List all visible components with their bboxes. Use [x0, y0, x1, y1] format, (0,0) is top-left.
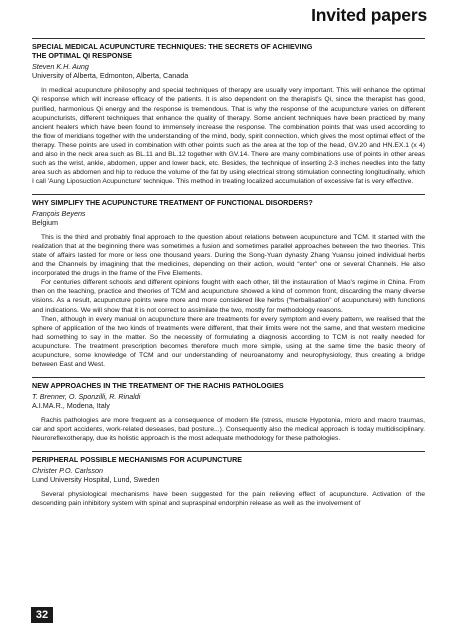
section-divider: [32, 377, 425, 378]
abstract-affiliation: Lund University Hospital, Lund, Sweden: [32, 475, 160, 485]
abstract-affiliation: University of Alberta, Edmonton, Alberta, Canada: [32, 71, 189, 81]
abstract-author: Christer P.O. Carlsson: [32, 466, 103, 476]
abstract-title: [32, 455, 425, 464]
abstract-body: [32, 233, 425, 369]
abstract: [32, 38, 425, 186]
abstract-author: T. Brenner, O. Sponzilli, R. Rinaldi: [32, 392, 141, 402]
page-number: 32: [31, 607, 53, 623]
section-divider: [32, 451, 425, 452]
abstract-title-line: WHY SIMPLIFY THE ACUPUNCTURE TREATMENT OF FUNCTIONAL DISORDERS?: [32, 197, 313, 207]
abstract-paragraph: This is the third and probably final approach to the question about relations between acupuncture and TCM. It started with the realization that at the beginning there was sometimes a fusion and sometimes parallel approaches between the two theories. This state of affairs lasted for more or less one thousand years. During the Song-Yuan dynasty Zhang Yuansu joined individual herbs and the Channels by imagining that the medicines, depending on their action, would “enter” one or several Channels. He also incorporated the drugs in the frame of the Five Elements.: [32, 234, 425, 278]
abstract: [32, 451, 425, 508]
abstract-title-line: PERIPHERAL POSSIBLE MECHANISMS FOR ACUPUNCTURE: [32, 455, 243, 465]
abstracts-column: [32, 38, 425, 508]
abstract: [32, 194, 425, 369]
abstract-paragraph: Several physiological mechanisms have been suggested for the pain relieving effect of acupuncture. Activation of the descending pain inhibitory system with spinal and supraspinal endorphin release as well as the involvement of: [32, 491, 425, 508]
abstract-paragraph: Then, although in every manual on acupuncture there are treatments for every symptom and every pattern, we realised that the sphere of application of the two kinds of treatments were different, that their limits were not the same, and that western medicine had something to say in the matter. So the necessity of formulating a diagnosis according to TCM is not really needed for acupuncture. The treatment prescription becomes therefore much more simple, using at the same time the basic theory of acupuncture, some knowledge of TCM and our understanding of neuroanatomy and neurophysiology, thus creating a bridge between East and West.: [32, 315, 425, 368]
section-divider: [32, 194, 425, 195]
abstract-paragraph: Rachis pathologies are more frequent as a consequence of modern life (stress, muscle Hypotonia, micro and macro traumas, car and sport accidents, work-related deseases, bad posture...). Consequently also the medical approach is today multidisciplinary. Neuroreflexotherapy, due its holistic approach is the most adequate methodology for these pathologies.: [32, 417, 425, 443]
abstract-body: [32, 490, 425, 508]
abstract-paragraph: In medical acupuncture philosophy and special techniques of therapy are usually very important. This will enhance the optimal Qi response which will increase efficacy of the patients. It is also dependent on the therapist's Qi, since the therapist has good, purified, harmonious Qi energy and the response is tremendous. That is why the response of the acupuncture varies on different acupuncturists, different techniques that enhance the quality of therapy. Some ancient techniques have been practiced by many ancient healers which have been found to immensely increase the response. The combination points that was used according to the flow of meridians together with the understanding of the mind, body, spirit connection, which gives the most optimal effect of the therapy. These points are used in combination with other points such as the area at the top of the head, GV.20 and HN.EX.1 (x 4) and also in the neck area such as BL.11 and BL.12 together with GV.14. There are many combinations use of points in other areas such as the wrist, ankle, abdomen, upper and lower back, etc. Besides, the technique of inserting 2-3 inches needles into the fatty area such as abdomen and hip to reduce the volume of the fat by using electrical strong stimulation connecting longitudinally, which I call 'Aung Liposuction Acupuncture' technique. This method in treating localized accumulation of excessive fat is very effective.: [32, 87, 425, 185]
abstract-body: [32, 86, 425, 186]
abstract-title: [32, 381, 425, 390]
abstract-author: François Beyens: [32, 209, 86, 219]
abstract-title: [32, 42, 425, 60]
abstract-paragraph: For centuries different schools and different opinions fought with each other, till the instauration of Mao's regime in China. From then on the teaching, practice and theories of TCM and acupuncture showed a kind of common front, discarding the many diverse visions. As a result, acupuncture points were more and more considered like herbs (“herbalisation” of acupuncture) with functions and indications. We will show that it is not correct to assimilate the two, mostly for methodology reasons.: [32, 279, 425, 314]
section-divider: [32, 38, 425, 39]
abstract-author: Steven K.H. Aung: [32, 62, 89, 72]
header-title: Invited papers: [311, 5, 427, 25]
abstract-affiliation: A.I.MA.R., Modena, Italy: [32, 401, 110, 411]
abstract-title-line: NEW APPROACHES IN THE TREATMENT OF THE RACHIS PATHOLOGIES: [32, 380, 284, 390]
abstract: [32, 377, 425, 443]
abstract-affiliation: Belgium: [32, 218, 58, 228]
abstract-body: [32, 416, 425, 443]
abstract-title: [32, 198, 425, 207]
abstract-title-line: SPECIAL MEDICAL ACUPUNCTURE TECHNIQUES: THE SECRETS OF ACHIEVING: [32, 42, 313, 51]
abstract-title-line: THE OPTIMAL QI RESPONSE: [32, 51, 133, 61]
